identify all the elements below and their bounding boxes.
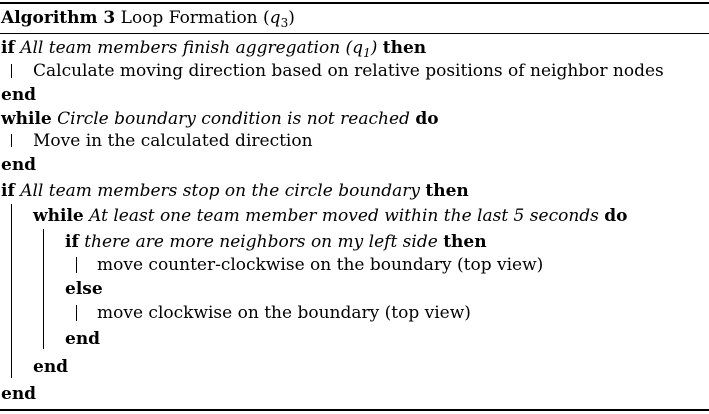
block-bar-4 (43, 229, 44, 349)
kw-then: then (443, 232, 487, 252)
algorithm-caption (1, 8, 295, 28)
kw-else: else (65, 279, 103, 299)
caption-title: Loop Formation ( (120, 8, 270, 28)
kw-end-3: end (65, 329, 101, 349)
line-while-moved (33, 206, 628, 226)
kw-if: if (65, 232, 79, 252)
block-bar-1 (11, 64, 12, 78)
caption-var: q (269, 8, 281, 28)
block-bar-6 (76, 305, 77, 321)
condition-boundary: Circle boundary condition is not reached (57, 109, 410, 129)
kw-while: while (1, 109, 52, 129)
line-move-cw: move clockwise on the boundary (top view) (97, 303, 471, 323)
kw-then: then (382, 38, 427, 58)
caption-rule (0, 33, 709, 34)
top-rule (0, 2, 709, 4)
condition-aggregation-end: ) (370, 38, 378, 58)
line-move-ccw: move counter-clockwise on the boundary (top view) (97, 255, 544, 275)
kw-end-2: end (1, 155, 37, 175)
condition-aggregation: All team members finish aggregation (q (20, 38, 364, 58)
kw-while: while (33, 206, 84, 226)
block-bar-2 (11, 134, 12, 147)
block-bar-3 (11, 204, 12, 378)
kw-if: if (1, 181, 15, 201)
kw-then: then (425, 181, 469, 201)
line-while-boundary (1, 109, 439, 129)
kw-do: do (415, 109, 439, 129)
condition-neighbors: there are more neighbors on my left side (84, 232, 438, 252)
bottom-rule (0, 409, 709, 411)
caption-close: ) (288, 8, 295, 28)
condition-moved: At least one team member moved within the last 5 seconds (89, 206, 599, 226)
kw-do: do (604, 206, 628, 226)
line-if-aggregation (1, 38, 426, 58)
kw-end-5: end (1, 384, 37, 404)
line-move-direction: Move in the calculated direction (33, 131, 313, 151)
condition-aggregation-sub: 1 (363, 46, 371, 60)
block-bar-5 (76, 257, 77, 273)
line-calculate-direction: Calculate moving direction based on relative positions of neighbor nodes (33, 61, 664, 81)
kw-end-1: end (1, 85, 37, 105)
line-if-neighbors (65, 232, 487, 252)
line-if-stop (1, 181, 469, 201)
caption-label: Algorithm 3 (1, 8, 116, 28)
caption-var-sub: 3 (280, 16, 289, 30)
kw-if: if (1, 38, 15, 58)
condition-stop: All team members stop on the circle boundary (20, 181, 420, 201)
kw-end-4: end (33, 357, 69, 377)
